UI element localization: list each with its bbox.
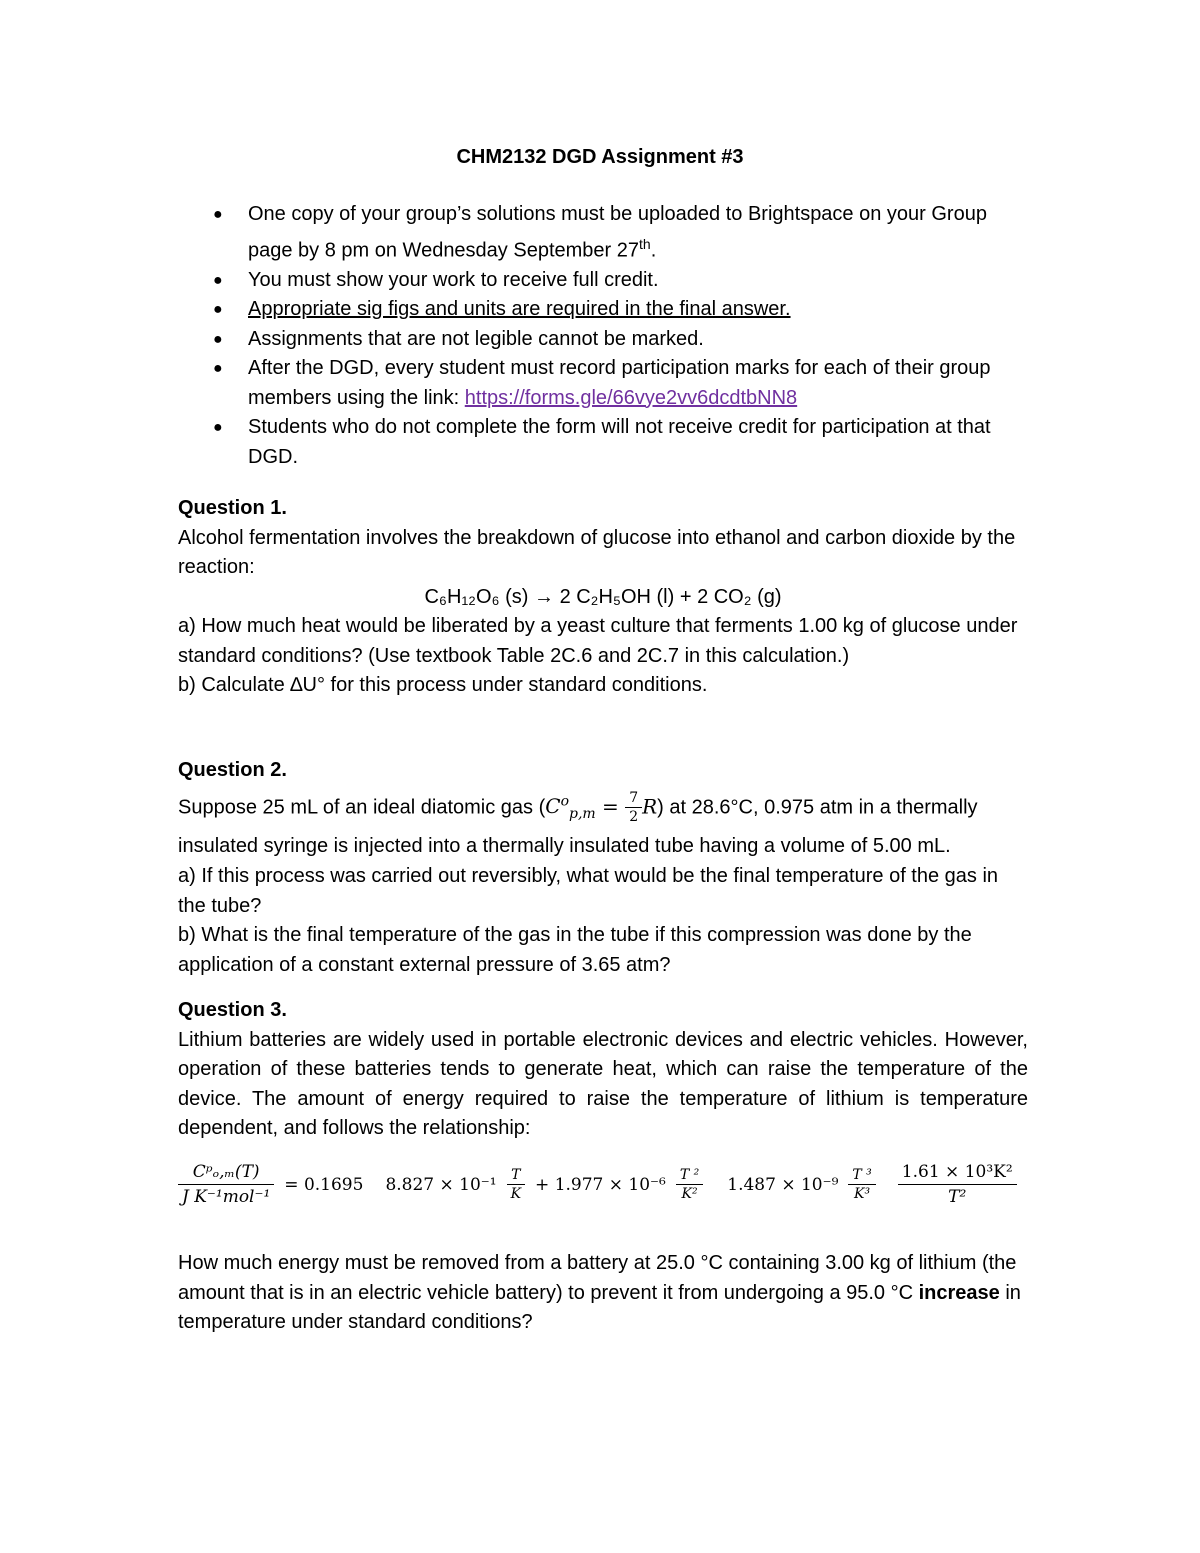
fraction-denominator: 2 — [629, 809, 639, 826]
rule-text: Appropriate sig figs and units are required in the final answer. — [248, 298, 791, 321]
page-title: CHM2132 DGD Assignment #3 — [456, 146, 744, 168]
equals-sign: = — [595, 794, 626, 819]
bullet-icon: ● — [213, 419, 223, 437]
equation-term-1-fraction — [507, 1166, 525, 1203]
equation-term-2-fraction — [676, 1166, 703, 1203]
bullet-icon: ● — [213, 330, 223, 348]
list-item — [178, 295, 1028, 325]
equation-term-3-fraction — [848, 1166, 875, 1203]
intro-text: Suppose 25 mL of an ideal diatomic gas ( — [178, 796, 546, 819]
question-text: How much energy must be removed from a battery at 25.0 °C containing 3.00 kg of lithium (the amount that is in an electric vehicle battery) to prevent it from undergoing a 95.0 °C — [178, 1252, 1017, 1304]
rule-text: Assignments that are not legible cannot be marked. — [248, 327, 704, 350]
cp-letter: C — [545, 794, 561, 819]
fraction-denominator: K² — [681, 1186, 698, 1202]
equation-row — [178, 1160, 1028, 1209]
lhs-fraction — [178, 1160, 274, 1209]
rule-tail: . — [650, 239, 657, 262]
list-item — [178, 266, 1028, 296]
list-item — [178, 325, 1028, 355]
gas-constant-symbol: R — [642, 794, 658, 819]
equation-term-1-coefficient: 8.827 × 10⁻¹ — [385, 1174, 497, 1195]
rule-text: You must show your work to receive full credit. — [248, 268, 659, 291]
question-part-a: a) If this process was carried out reversibly, what would be the final temperature of the gas in the tube? — [178, 865, 999, 917]
fraction-denominator: K — [510, 1186, 522, 1202]
question-heading: Question 2. — [178, 759, 287, 781]
intro-text: ) at 28.6°C, 0.975 atm in a thermally insulated syringe is injected into a thermally insulated tube having a volume of 5.00 mL. — [178, 796, 978, 858]
fraction-numerator: 1.61 × 10³K² — [898, 1160, 1017, 1185]
lhs-denominator: J K⁻¹mol⁻¹ — [182, 1187, 271, 1207]
heat-capacity-equation — [178, 1160, 1028, 1230]
question-3 — [178, 996, 1028, 1144]
cp-superscript: o — [560, 793, 570, 810]
equation-term-2-coefficient: + 1.977 × 10⁻⁶ — [535, 1174, 666, 1195]
instruction-list — [178, 200, 1028, 472]
question-1 — [178, 494, 1028, 701]
list-item — [178, 354, 1028, 413]
list-item — [178, 200, 1028, 266]
question-text: in temperature under standard conditions? — [178, 1281, 1021, 1333]
question-heading: Question 1. — [178, 497, 287, 519]
question-3-prompt — [178, 1249, 1028, 1338]
bullet-icon: ● — [213, 301, 223, 319]
heat-capacity-symbol — [545, 793, 596, 823]
fraction-numerator: T ³ — [848, 1166, 875, 1185]
question-emphasis: increase — [918, 1281, 1000, 1304]
question-intro — [178, 786, 1028, 863]
fraction-numerator: 7 — [625, 789, 642, 808]
bullet-icon: ● — [213, 360, 223, 378]
question-part-b: b) What is the final temperature of the gas in the tube if this compression was done by the application of a constant external pressure of 3.65 atm? — [178, 924, 972, 976]
question-2 — [178, 756, 1028, 980]
equation-constant-term: = 0.1695 — [284, 1174, 364, 1195]
rule-text: After the DGD, every student must record participation marks for each of their group members using the link: — [248, 357, 991, 409]
lhs-numerator: Cᵖₒ,ₘ(T) — [178, 1160, 274, 1185]
bullet-icon: ● — [213, 206, 223, 223]
question-intro: Alcohol fermentation involves the breakdown of glucose into ethanol and carbon dioxide by the reaction: — [178, 526, 1016, 578]
seven-halves-fraction — [625, 789, 642, 826]
bullet-icon: ● — [213, 271, 223, 289]
list-item — [178, 413, 1028, 472]
rule-text: Students who do not complete the form will not receive credit for participation at that DGD. — [248, 416, 991, 468]
rule-superscript: th — [639, 235, 651, 252]
participation-form-link[interactable]: https://forms.gle/66vye2vv6dcdtbNN8 — [464, 386, 798, 409]
equation-term-4-fraction — [898, 1160, 1017, 1209]
equation-term-3-coefficient: 1.487 × 10⁻⁹ — [727, 1174, 839, 1195]
question-part-a: a) How much heat would be liberated by a yeast culture that ferments 1.00 kg of glucose under standard conditions? (Use textbook Table 2C.6 and 2C.7 in this calculation.) — [178, 615, 1018, 667]
cp-subscript: p,m — [569, 806, 596, 823]
fraction-numerator: T — [507, 1166, 525, 1185]
fraction-numerator: T ² — [676, 1166, 703, 1185]
question-intro: Lithium batteries are widely used in portable electronic devices and electric vehicles. However, operation of these batteries tends to generate heat, which can raise the temperature of the device. The amount of energy required to raise the temperature of lithium is temperature dependent, and follows the relationship: — [178, 1028, 1028, 1139]
question-part-b: b) Calculate ∆U° for this process under standard conditions. — [178, 674, 708, 696]
fraction-denominator: T² — [948, 1187, 967, 1207]
question-heading: Question 3. — [178, 999, 287, 1021]
reaction-equation: C₆H₁₂O₆ (s) → 2 C₂H₅OH (l) + 2 CO₂ (g) — [424, 585, 782, 608]
fraction-denominator: K³ — [854, 1186, 871, 1202]
rule-text: One copy of your group’s solutions must be uploaded to Brightspace on your Group page by 8 pm on Wednesday September 27 — [248, 203, 987, 262]
